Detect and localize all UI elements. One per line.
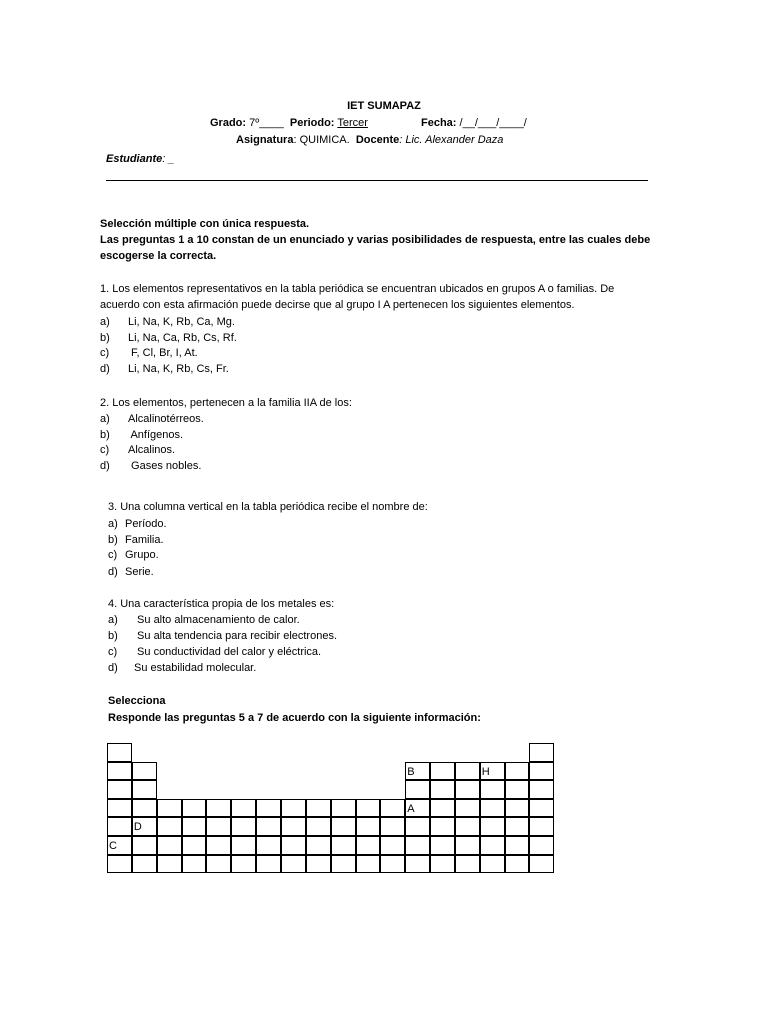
instructions-title: Selección múltiple con única respuesta. bbox=[100, 218, 310, 230]
question-3-text: 3. Una columna vertical en la tabla periódica recibe el nombre de: bbox=[108, 501, 428, 513]
question-2-option-d[interactable]: d) Gases nobles. bbox=[100, 460, 202, 472]
asignatura-line bbox=[236, 134, 503, 146]
table-cell bbox=[306, 855, 331, 874]
table-cell bbox=[480, 780, 505, 799]
table-cell bbox=[231, 855, 256, 874]
table-cell bbox=[529, 762, 554, 781]
table-cell bbox=[455, 762, 480, 781]
table-cell-c: C bbox=[107, 836, 132, 855]
table-cell bbox=[405, 855, 430, 874]
fecha-value: /__/___/____/ bbox=[459, 117, 527, 129]
question-2-option-b[interactable]: b) Anfígenos. bbox=[100, 429, 184, 441]
table-cell bbox=[157, 799, 182, 818]
question-4-text: 4. Una característica propia de los metales es: bbox=[108, 598, 335, 610]
table-cell bbox=[206, 799, 231, 818]
table-cell bbox=[380, 799, 405, 818]
question-2-option-c[interactable]: c) Alcalinos. bbox=[100, 444, 176, 456]
table-cell bbox=[430, 780, 455, 799]
table-cell bbox=[356, 799, 381, 818]
table-cell bbox=[455, 836, 480, 855]
estudiante-value: : _ bbox=[162, 153, 175, 165]
table-cell bbox=[505, 799, 530, 818]
table-cell bbox=[306, 836, 331, 855]
table-cell bbox=[331, 817, 356, 836]
table-cell bbox=[281, 799, 306, 818]
grado-value: 7º____ bbox=[249, 117, 284, 129]
table-cell bbox=[529, 855, 554, 874]
table-cell bbox=[505, 780, 530, 799]
table-cell-d: D bbox=[132, 817, 157, 836]
question-4-option-d[interactable]: d) Su estabilidad molecular. bbox=[108, 662, 257, 674]
fecha-label: Fecha: bbox=[421, 117, 457, 129]
question-1-option-d[interactable]: d) Li, Na, K, Rb, Cs, Fr. bbox=[100, 363, 229, 375]
question-2-option-a[interactable]: a) Alcalinotérreos. bbox=[100, 413, 204, 425]
table-cell bbox=[529, 799, 554, 818]
table-cell bbox=[256, 817, 281, 836]
question-3-option-a[interactable]: a) Período. bbox=[108, 518, 167, 530]
table-cell bbox=[505, 762, 530, 781]
name-underline bbox=[106, 180, 648, 181]
grade-line bbox=[210, 117, 368, 129]
table-cell bbox=[505, 855, 530, 874]
table-cell-a: A bbox=[405, 799, 430, 818]
table-cell bbox=[405, 836, 430, 855]
question-3-option-b[interactable]: b) Familia. bbox=[108, 534, 164, 546]
table-cell bbox=[132, 762, 157, 781]
table-cell bbox=[107, 799, 132, 818]
question-1-option-c[interactable]: c) F, Cl, Br, I, At. bbox=[100, 347, 198, 359]
table-cell bbox=[132, 836, 157, 855]
question-3-option-d[interactable]: d) Serie. bbox=[108, 566, 154, 578]
table-cell bbox=[529, 780, 554, 799]
table-cell bbox=[380, 836, 405, 855]
table-cell bbox=[306, 799, 331, 818]
table-cell bbox=[405, 817, 430, 836]
asignatura-value: : QUIMICA. bbox=[293, 134, 350, 146]
table-cell bbox=[206, 836, 231, 855]
table-cell bbox=[157, 836, 182, 855]
instructions-line2: escogerse la correcta. bbox=[100, 250, 217, 262]
table-cell bbox=[256, 799, 281, 818]
table-cell bbox=[182, 817, 207, 836]
table-cell bbox=[331, 855, 356, 874]
question-2-text: 2. Los elementos, pertenecen a la familia IIA de los: bbox=[100, 397, 352, 409]
table-cell bbox=[107, 743, 132, 762]
table-cell bbox=[430, 836, 455, 855]
table-cell bbox=[356, 836, 381, 855]
table-cell bbox=[455, 855, 480, 874]
table-cell bbox=[182, 799, 207, 818]
table-cell bbox=[455, 817, 480, 836]
table-cell bbox=[107, 780, 132, 799]
table-cell bbox=[529, 817, 554, 836]
table-cell bbox=[157, 817, 182, 836]
table-cell bbox=[107, 817, 132, 836]
table-cell bbox=[529, 743, 554, 762]
fecha-line bbox=[421, 117, 527, 129]
table-cell bbox=[157, 855, 182, 874]
school-name: IET SUMAPAZ bbox=[347, 100, 421, 112]
table-cell bbox=[529, 836, 554, 855]
table-cell bbox=[132, 855, 157, 874]
table-cell bbox=[455, 799, 480, 818]
table-cell bbox=[405, 780, 430, 799]
question-4-option-c[interactable]: c) Su conductividad del calor y eléctrica. bbox=[108, 646, 322, 658]
periodic-table bbox=[107, 743, 556, 874]
table-cell bbox=[430, 799, 455, 818]
docente-label: Docente bbox=[355, 134, 400, 146]
instructions-line1: Las preguntas 1 a 10 constan de un enunciado y varias posibilidades de respuesta, entre las cuales debe bbox=[100, 234, 651, 246]
estudiante-line bbox=[106, 153, 174, 165]
docente-value: : Lic. Alexander Daza bbox=[399, 134, 504, 146]
table-cell bbox=[281, 855, 306, 874]
table-cell bbox=[231, 799, 256, 818]
table-cell bbox=[380, 855, 405, 874]
table-cell bbox=[356, 817, 381, 836]
table-cell bbox=[107, 855, 132, 874]
table-cell bbox=[480, 836, 505, 855]
table-cell bbox=[206, 817, 231, 836]
asignatura-label: Asignatura bbox=[236, 134, 294, 146]
question-1-text: 1. Los elementos representativos en la tabla periódica se encuentran ubicados en grupos A o familias. De bbox=[100, 283, 615, 295]
estudiante-label: Estudiante bbox=[106, 153, 163, 165]
table-cell bbox=[132, 780, 157, 799]
table-cell bbox=[455, 780, 480, 799]
table-cell bbox=[331, 836, 356, 855]
table-cell bbox=[356, 855, 381, 874]
question-3-option-c[interactable]: c) Grupo. bbox=[108, 549, 159, 561]
table-cell bbox=[206, 855, 231, 874]
table-cell bbox=[182, 836, 207, 855]
table-cell bbox=[480, 799, 505, 818]
table-cell bbox=[331, 799, 356, 818]
table-cell bbox=[231, 817, 256, 836]
table-cell bbox=[505, 836, 530, 855]
question-1-text-cont: acuerdo con esta afirmación puede decirse que al grupo I A pertenecen los siguientes elementos. bbox=[100, 299, 575, 311]
table-cell bbox=[430, 762, 455, 781]
table-cell bbox=[182, 855, 207, 874]
section-subtitle: Responde las preguntas 5 a 7 de acuerdo con la siguiente información: bbox=[108, 712, 481, 724]
table-cell bbox=[281, 817, 306, 836]
table-cell bbox=[480, 817, 505, 836]
question-1-option-b[interactable]: b) Li, Na, Ca, Rb, Cs, Rf. bbox=[100, 332, 237, 344]
table-cell bbox=[480, 855, 505, 874]
question-1-option-a[interactable]: a) Li, Na, K, Rb, Ca, Mg. bbox=[100, 316, 235, 328]
table-cell bbox=[306, 817, 331, 836]
section-title: Selecciona bbox=[108, 695, 166, 707]
table-cell-h: H bbox=[480, 762, 505, 781]
periodo-label: Periodo: bbox=[289, 117, 335, 129]
table-cell bbox=[430, 855, 455, 874]
question-4-option-b[interactable]: b) Su alta tendencia para recibir electrones. bbox=[108, 630, 338, 642]
table-cell bbox=[132, 799, 157, 818]
table-cell bbox=[256, 855, 281, 874]
table-cell bbox=[281, 836, 306, 855]
question-4-option-a[interactable]: a) Su alto almacenamiento de calor. bbox=[108, 614, 300, 626]
table-cell-b: B bbox=[405, 762, 430, 781]
table-cell bbox=[505, 817, 530, 836]
grado-label: Grado: bbox=[210, 117, 247, 129]
table-cell bbox=[231, 836, 256, 855]
periodo-value: Tercer bbox=[337, 117, 368, 129]
table-cell bbox=[430, 817, 455, 836]
table-cell bbox=[256, 836, 281, 855]
table-cell bbox=[107, 762, 132, 781]
table-cell bbox=[380, 817, 405, 836]
